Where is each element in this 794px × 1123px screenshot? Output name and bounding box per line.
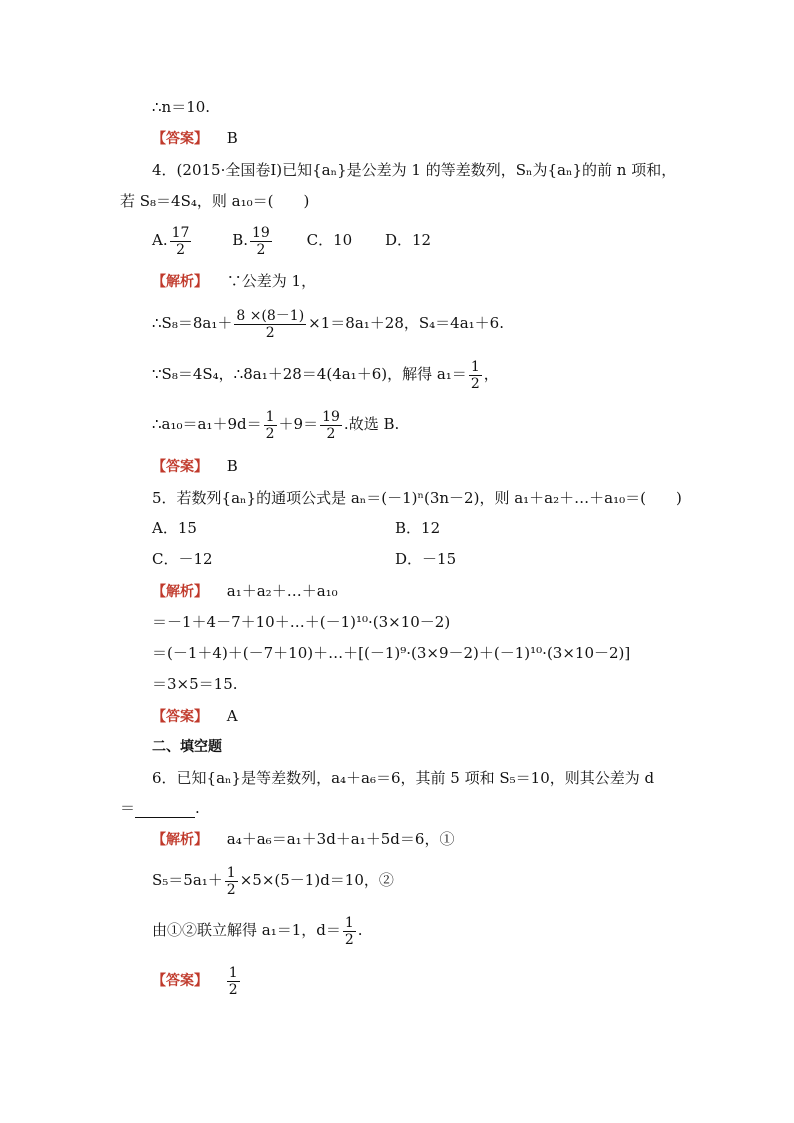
- q5-solution-line2: ＝－1＋4－7＋10＋…＋(－1)¹⁰·(3×10－2): [152, 613, 451, 631]
- q4-answer: B: [226, 457, 238, 475]
- q6-solution-line1: 【解析】 a₄＋a₆＝a₁＋3d＋a₁＋5d＝6，①: [152, 830, 455, 848]
- q4-answer-line: [152, 456, 238, 477]
- q4-option-a: A. $\frac{17}{2}$: [152, 224, 190, 258]
- q3-answer-line: [152, 128, 238, 149]
- answer-tag: 【答案】: [152, 459, 208, 475]
- answer-blank: [135, 803, 195, 818]
- q5-solution-line4: ＝3×5＝15.: [152, 675, 238, 693]
- q4-solution-line3: ∵S₈＝4S₄，∴8a₁＋28＝4(4a₁＋6)，解得 a₁＝ $\frac{1}{2}$ ，: [152, 358, 499, 392]
- q5-solution-line3: ＝(－1＋4)＋(－7＋10)＋…＋[(－1)⁹·(3×9－2)＋(－1)¹⁰·(3×10－2)]: [152, 644, 631, 662]
- q5-answer: A: [226, 707, 238, 725]
- q4-option-c: C．10: [306, 231, 353, 249]
- q5-solution-line1: 【解析】 a₁＋a₂＋…＋a₁₀: [152, 582, 338, 600]
- analysis-tag: 【解析】: [152, 584, 208, 600]
- q5-option-b: B．12: [395, 519, 441, 537]
- analysis-tag: 【解析】: [152, 274, 208, 290]
- q5-option-a: A．15: [152, 519, 197, 537]
- q6-answer-line: [152, 962, 242, 999]
- q4-option-d: D．12: [384, 231, 432, 249]
- analysis-tag: 【解析】: [152, 832, 208, 848]
- q6-stem-line2: ＝ .: [120, 799, 200, 817]
- q4-option-b: B. $\frac{19}{2}$: [232, 224, 270, 258]
- q3-conclusion: ∴n＝10.: [152, 98, 211, 116]
- q5-stem: 5．若数列{aₙ}的通项公式是 aₙ＝(－1)ⁿ(3n－2)，则 a₁＋a₂＋…＋a₁₀＝( ): [152, 489, 682, 507]
- q6-solution-line3: 由①②联立解得 a₁＝1，d＝ $\frac{1}{2}$ .: [152, 914, 363, 948]
- section-heading: 二、填空题: [152, 739, 222, 755]
- q5-option-c: C．－12: [152, 550, 213, 568]
- q6-stem-line1: 6．已知{aₙ}是等差数列，a₄＋a₆＝6，其前 5 项和 S₅＝10，则其公差为 d: [152, 769, 655, 787]
- q4-stem-line2: 若 S₈＝4S₄，则 a₁₀＝( ): [120, 192, 310, 210]
- answer-tag: 【答案】: [152, 709, 208, 725]
- q4-stem-line1: 4．(2015·全国卷Ⅰ)已知{aₙ}是公差为 1 的等差数列，Sₙ为{aₙ}的前 n 项和，: [152, 161, 677, 179]
- answer-tag: 【答案】: [152, 973, 208, 989]
- q6-solution-line2: S₅＝5a₁＋ $\frac{1}{2}$ ×5×(5－1)d＝10，②: [152, 864, 394, 898]
- answer-tag: 【答案】: [152, 131, 208, 147]
- q4-solution-line1: 【解析】 ∵公差为 1，: [152, 272, 317, 290]
- q6-answer: $\frac{1}{2}$: [228, 964, 238, 998]
- q4-solution-line2: ∴S₈＝8a₁＋ $\frac{8 \times(8-1)}{2}$ ×1＝8a₁＋28，S₄＝4a₁＋6.: [152, 307, 504, 341]
- q5-option-d: D．－15: [395, 550, 457, 568]
- q4-options: [152, 222, 431, 258]
- q3-answer: B: [226, 129, 238, 147]
- q5-answer-line: [152, 706, 238, 727]
- q4-solution-line4: ∴a₁₀＝a₁＋9d＝ $\frac{1}{2}$ ＋9＝ $\frac{19}{2}$ .故选 B.: [152, 408, 400, 442]
